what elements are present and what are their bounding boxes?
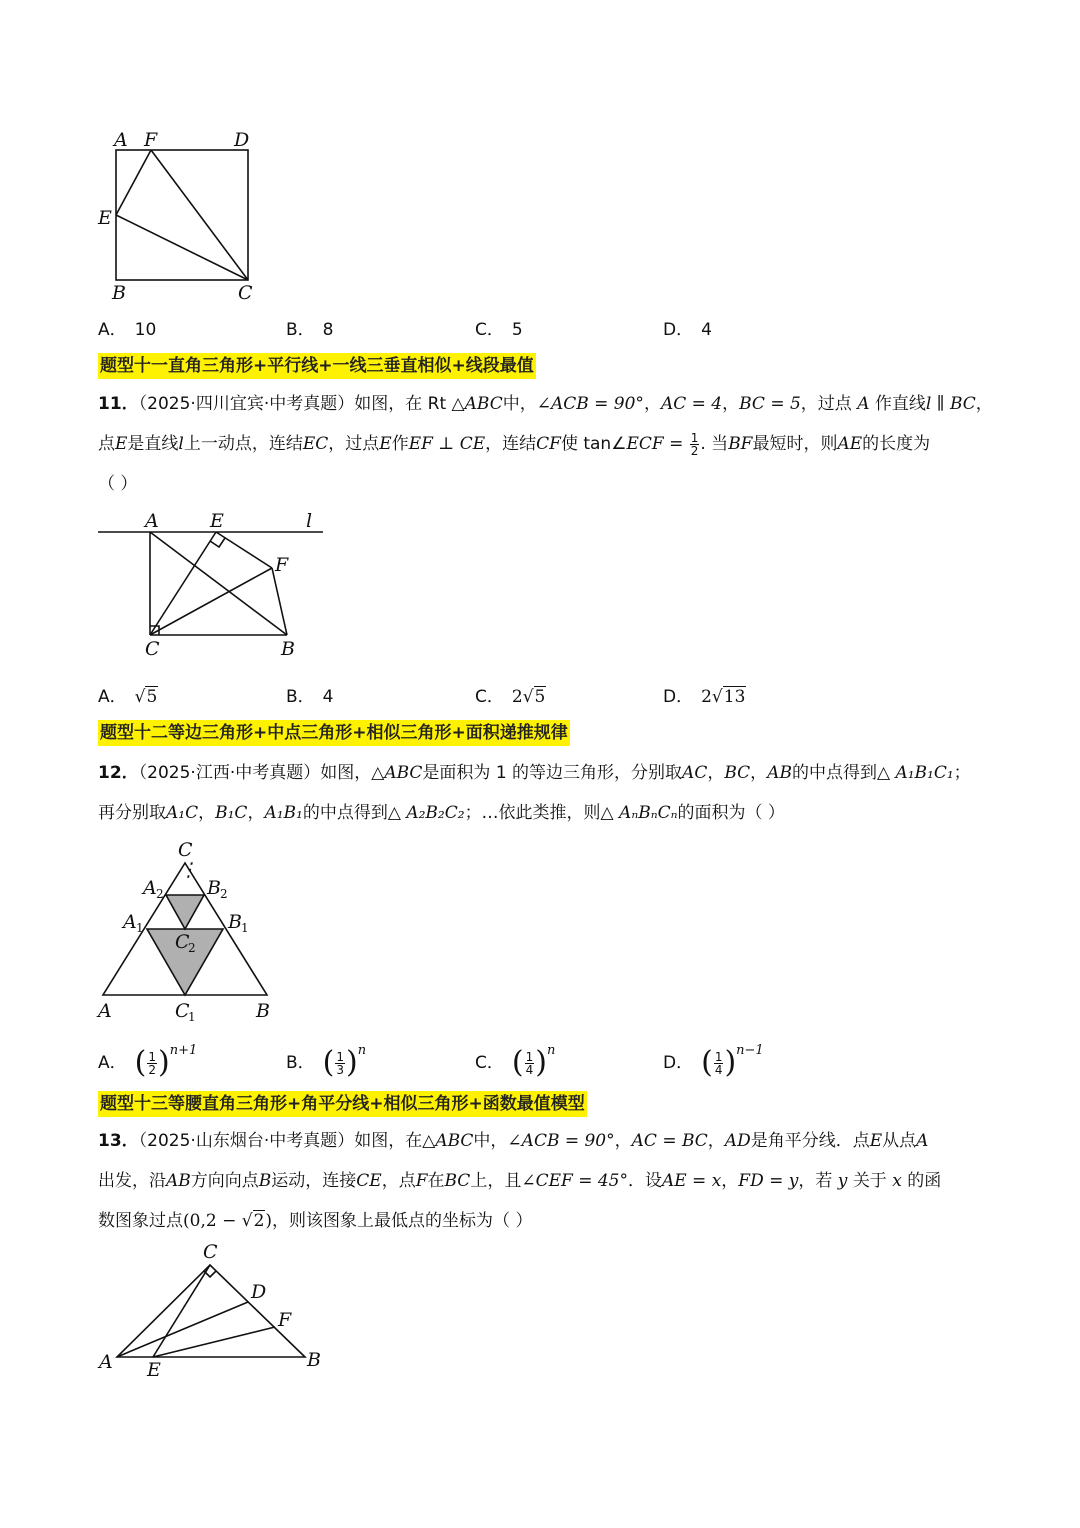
figure-q13 — [95, 1240, 335, 1380]
choice-d[interactable]: D． 2√13 — [663, 687, 746, 707]
label-d: D — [234, 129, 250, 151]
label-a: A — [145, 510, 159, 532]
square-abcd — [116, 150, 248, 280]
fraction-one-half: $\frac{1}{2}$ — [690, 430, 699, 458]
label-a2: A — [143, 877, 157, 899]
label-b: B — [112, 282, 126, 304]
segment-ef — [216, 532, 272, 568]
q10-choices — [98, 310, 998, 350]
choice-c[interactable]: C． 5 — [475, 320, 523, 340]
svg-text:2: 2 — [188, 941, 196, 955]
label-l: l — [306, 510, 313, 532]
choice-d[interactable]: D． 4 — [663, 320, 712, 340]
question-11: 11．（2025·四川宜宾·中考真题）如图，在 Rt △ABC中，∠ACB = 90°，AC = 4，BC = 5，过点 A 作直线l ∥ BC， 点E是直线l上一动点，连结EC，过点E作EF ⊥ CE，连结CF使 tan∠ECF = $\frac{1}{2}$ . 当BF最短时，则AE的长度为 （ ） — [98, 394, 993, 494]
figure-q12 — [95, 838, 285, 1028]
choice-a[interactable]: A． √5 — [98, 687, 158, 707]
label-c1: C — [175, 1000, 190, 1022]
label-c: C — [238, 282, 253, 304]
section-heading-12: 题型十二等边三角形+中点三角形+相似三角形+面积递推规律 — [98, 720, 570, 746]
choice-c[interactable]: C． ( $\frac{1}{4}$ )$^n$ — [475, 1043, 556, 1080]
figure-q11 — [95, 505, 335, 665]
label-e: E — [210, 510, 224, 532]
segment-ce — [150, 532, 216, 635]
segment-fc — [151, 150, 248, 280]
svg-text:1: 1 — [188, 1010, 196, 1024]
svg-text:1: 1 — [136, 921, 144, 935]
label-c: C — [178, 839, 193, 861]
label-f: F — [144, 129, 158, 151]
label-e: E — [147, 1359, 161, 1381]
question-12: 12．（2025·江西·中考真题）如图，△ABC是面积为 1 的等边三角形，分别取AC，BC，AB的中点得到△ A₁B₁C₁； 再分别取A₁C，B₁C，A₁B₁的中点得到△ A₂B₂C₂；…依此类推，则△ AₙBₙCₙ的面积为（ ） — [98, 763, 971, 823]
section-heading-13: 题型十三等腰直角三角形+角平分线+相似三角形+函数最值模型 — [98, 1091, 587, 1117]
section-heading-11: 题型十一直角三角形+平行线+一线三垂直相似+线段最值 — [98, 353, 536, 379]
label-a: A — [114, 129, 128, 151]
label-a: A — [99, 1351, 113, 1373]
label-a1: A — [123, 911, 137, 933]
label-d: D — [251, 1281, 267, 1303]
label-c: C — [145, 638, 160, 660]
right-angle-c — [204, 1271, 216, 1277]
segment-ef — [153, 1327, 275, 1357]
label-b1: B — [228, 911, 242, 933]
label-a: A — [98, 1000, 112, 1022]
segment-ef — [116, 150, 151, 215]
choice-d[interactable]: D． ( $\frac{1}{4}$ )$^{n-1}$ — [663, 1043, 764, 1080]
q11-choices — [98, 677, 998, 717]
label-f: F — [278, 1309, 292, 1331]
choice-a[interactable]: A． ( $\frac{1}{2}$ )$^{n+1}$ — [98, 1043, 198, 1080]
shaded-triangle-2 — [166, 895, 204, 929]
label-b: B — [307, 1349, 321, 1371]
choice-b[interactable]: B． 8 — [286, 320, 334, 340]
figure-q10 — [90, 125, 270, 310]
choice-b[interactable]: B． 4 — [286, 687, 334, 707]
right-angle-e — [210, 538, 225, 547]
label-b: B — [256, 1000, 270, 1022]
choice-a[interactable]: A． 10 — [98, 320, 157, 340]
label-e: E — [98, 207, 112, 229]
segment-ce — [153, 1265, 210, 1357]
segment-ec — [116, 215, 248, 280]
svg-text:2: 2 — [156, 887, 164, 901]
label-b: B — [281, 638, 295, 660]
svg-text:2: 2 — [220, 887, 228, 901]
svg-text:1: 1 — [241, 921, 249, 935]
label-c2: C — [175, 931, 190, 953]
label-c: C — [203, 1241, 218, 1263]
label-b2: B — [207, 877, 221, 899]
dots: ⋮ — [179, 859, 198, 881]
question-13: 13．（2025·山东烟台·中考真题）如图，在△ABC中，∠ACB = 90°，AC = BC，AD是角平分线．点E从点A 出发，沿AB方向向点B运动，连接CE，点F在BC上，且∠CEF = 45°．设AE = x，FD = y，若 y 关于 x 的函 数图象过点(0,2 − √2)，则该图象上最低点的坐标为（ ） — [98, 1131, 942, 1231]
q12-choices — [98, 1043, 998, 1083]
choice-b[interactable]: B． ( $\frac{1}{3}$ )$^n$ — [286, 1043, 367, 1080]
choice-c[interactable]: C． 2√5 — [475, 687, 546, 707]
label-f: F — [275, 554, 289, 576]
